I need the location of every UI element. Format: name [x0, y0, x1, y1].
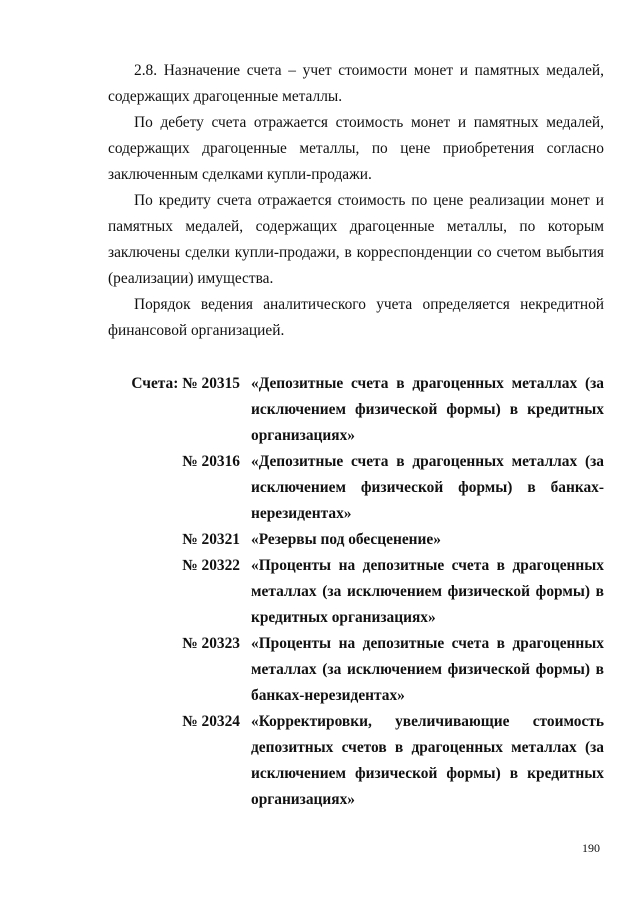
- account-title: «Депозитные счета в драгоценных металлах (за исключением физической формы) в кредитных организациях»: [251, 375, 604, 444]
- account-title: «Проценты на депозитные счета в драгоценных металлах (за исключением физической формы) в банках-нерезидентах»: [251, 635, 604, 704]
- account-label: Счета: № 20315: [131, 375, 240, 392]
- account-title: «Проценты на депозитные счета в драгоценных металлах (за исключением физической формы) в кредитных организациях»: [251, 557, 604, 626]
- account-label: № 20316: [182, 453, 240, 470]
- paragraph-analytics: Порядок ведения аналитического учета определяется некредитной финансовой организацией.: [108, 296, 604, 339]
- account-title: «Корректировки, увеличивающие стоимость депозитных счетов в драгоценных металлах (за исключением физической формы) в кредитных организациях»: [251, 713, 604, 808]
- account-title: «Депозитные счета в драгоценных металлах (за исключением физической формы) в банках-нерезидентах»: [251, 453, 604, 522]
- account-label: № 20323: [182, 635, 240, 652]
- paragraph-purpose: 2.8. Назначение счета – учет стоимости монет и памятных медалей, содержащих драгоценные металлы.: [108, 62, 604, 105]
- account-label: № 20321: [182, 531, 240, 548]
- page-number: 190: [582, 841, 600, 855]
- account-label: № 20324: [182, 713, 240, 730]
- paragraph-debit: По дебету счета отражается стоимость монет и памятных медалей, содержащих драгоценные металлы, по цене приобретения согласно заключенным сделками купли-продажи.: [108, 114, 604, 183]
- account-label: № 20322: [182, 557, 240, 574]
- paragraph-credit: По кредиту счета отражается стоимость по цене реализации монет и памятных медалей, содержащих драгоценные металлы, по которым заключены сделки купли-продажи, в корреспонденции со счетом выбытия (реализации) имущества.: [108, 192, 604, 287]
- account-title: «Резервы под обесценение»: [251, 531, 441, 548]
